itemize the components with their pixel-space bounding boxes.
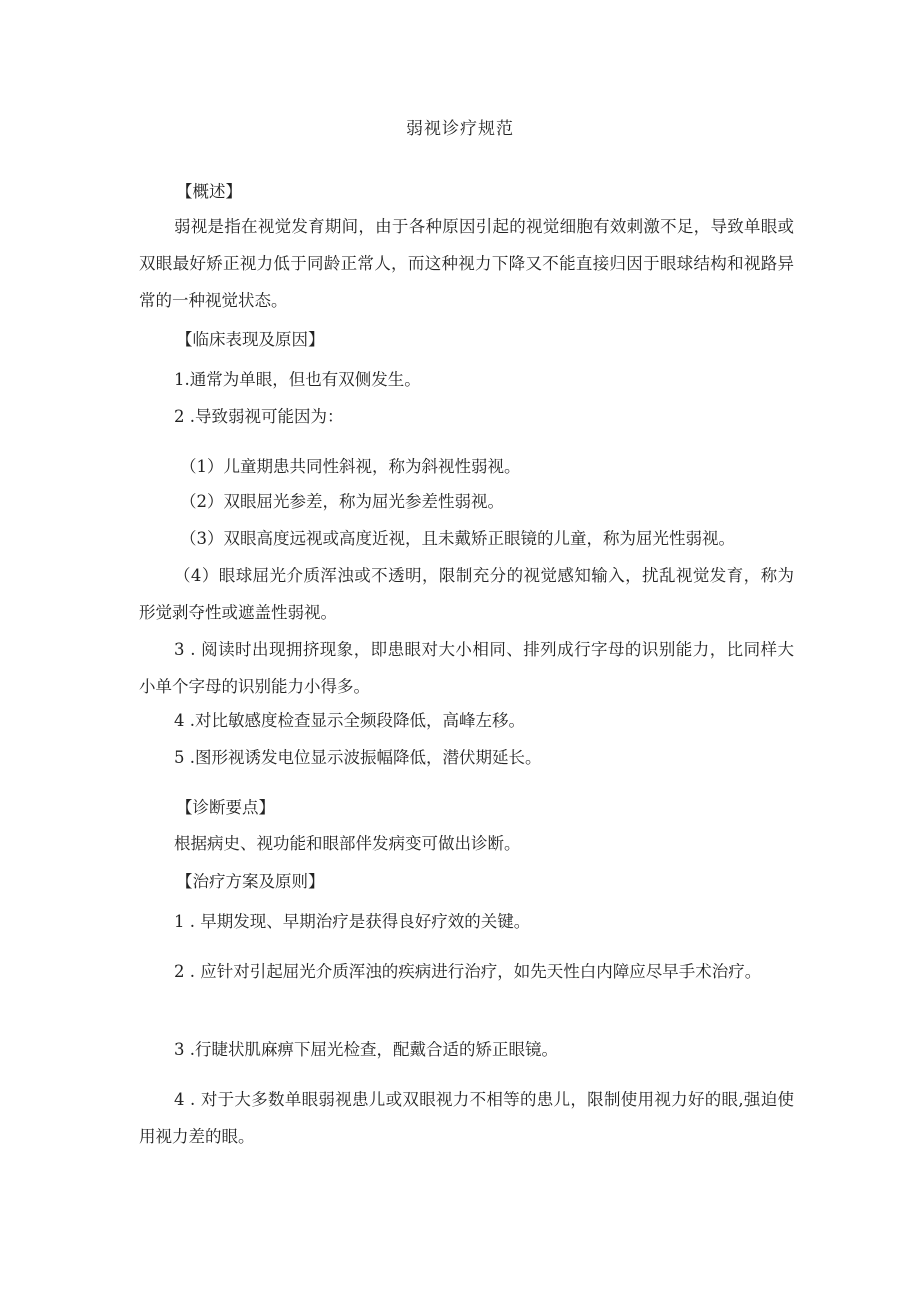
clinical-item-3: 3 . 阅读时出现拥挤现象，即患眼对大小相同、排列成行字母的识别能力，比同样大小单个字母的识别能力小得多。 xyxy=(139,640,794,696)
treatment-item-3: 3 .行睫状肌麻痹下屈光检查，配戴合适的矫正眼镜。 xyxy=(174,1040,558,1059)
diagnosis-heading: 【诊断要点】 xyxy=(176,798,275,817)
clinical-item-2: 2 .导致弱视可能因为： xyxy=(174,407,344,426)
clinical-subitem-2: （2）双眼屈光参差，称为屈光参差性弱视。 xyxy=(180,492,504,511)
clinical-subitem-1: （1）儿童期患共同性斜视，称为斜视性弱视。 xyxy=(180,457,521,476)
treatment-item-2: 2 . 应针对引起屈光介质浑浊的疾病进行治疗，如先天性白内障应尽早手术治疗。 xyxy=(174,962,762,981)
clinical-heading: 【临床表现及原因】 xyxy=(176,330,325,349)
diagnosis-text: 根据病史、视功能和眼部伴发病变可做出诊断。 xyxy=(174,834,521,853)
clinical-item-4: 4 .对比敏感度检查显示全频段降低，高峰左移。 xyxy=(174,711,525,730)
clinical-subitem-4: （4）眼球屈光介质浑浊或不透明，限制充分的视觉感知输入，扰乱视觉发育，称为形觉剥夺性或遮盖性弱视。 xyxy=(139,566,794,622)
clinical-subitem-3: （3）双眼高度远视或高度近视，且未戴矫正眼镜的儿童，称为屈光性弱视。 xyxy=(180,529,735,548)
treatment-item-4: 4 . 对于大多数单眼弱视患儿或双眼视力不相等的患儿，限制使用视力好的眼,强迫使用视力差的眼。 xyxy=(139,1090,794,1146)
clinical-item-5: 5 .图形视诱发电位显示波振幅降低，潜伏期延长。 xyxy=(174,748,542,767)
treatment-heading: 【治疗方案及原则】 xyxy=(176,872,325,891)
treatment-item-1: 1 . 早期发现、早期治疗是获得良好疗效的关键。 xyxy=(174,912,531,931)
overview-paragraph: 弱视是指在视觉发育期间，由于各种原因引起的视觉细胞有效刺激不足，导致单眼或双眼最好矫正视力低于同龄正常人，而这种视力下降又不能直接归因于眼球结构和视路异常的一种视觉状态。 xyxy=(139,217,794,310)
document-title: 弱视诊疗规范 xyxy=(406,119,514,139)
clinical-item-1: 1.通常为单眼，但也有双侧发生。 xyxy=(174,370,421,389)
overview-heading: 【概述】 xyxy=(176,182,242,201)
